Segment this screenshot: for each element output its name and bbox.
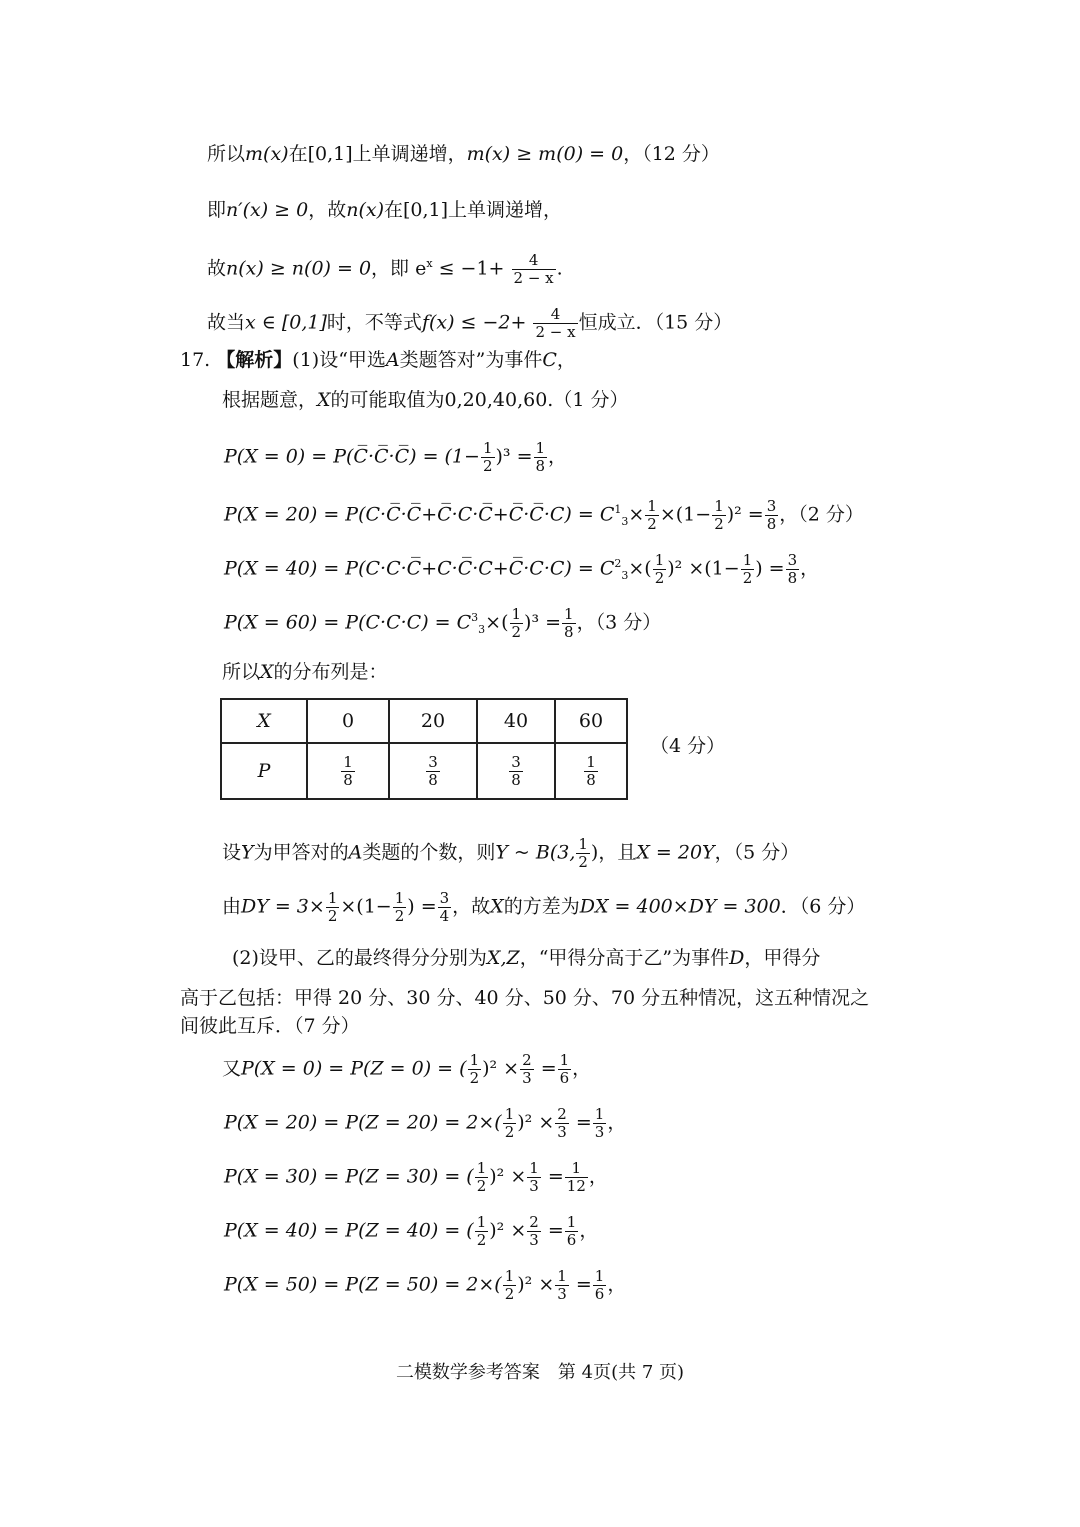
table-cell: $\frac{3}{8}$ — [389, 743, 477, 799]
prob-z40: P(X = 40) = P(Z = 40) = ( $\frac{1}{2}$ )² × $\frac{2}{3}$ = $\frac{1}{6}$ ， — [224, 1213, 599, 1249]
line-n-nonnegative: 故n(x) ≥ n(0) = 0，即 $e^x \le -1+$ $\frac{4}{2 - x}$ . — [207, 250, 563, 287]
table-cell: P — [221, 743, 307, 799]
q17-possible-values: 根据题意，X的可能取值为0,20,40,60.（1 分） — [222, 389, 629, 411]
prob-z50: P(X = 50) = P(Z = 50) = 2×( $\frac{1}{2}$ )² × $\frac{1}{3}$ = $\frac{1}{6}$ ， — [224, 1267, 627, 1303]
table-cell: $\frac{1}{8}$ — [555, 743, 627, 799]
q17-header: 17. 【解析】(1)设“甲选A类题答对”为事件C， — [180, 349, 576, 371]
table-cell: 60 — [555, 699, 627, 743]
fraction: $\frac{4}{2 - x}$ — [535, 305, 576, 341]
binomial-line: 设Y为甲答对的A类题的个数，则Y ~ B(3, $\frac{1}{2}$ )，且X = 20Y，（5 分） — [222, 835, 800, 871]
part2-line2: 高于乙包括：甲得 20 分、30 分、40 分、50 分、70 分五种情况，这五种情况之 — [180, 987, 870, 1009]
table-cell: 0 — [307, 699, 389, 743]
distribution-table — [220, 698, 628, 800]
prob-x0: P(X = 0) = P(C̅·C̅·C̅) = (1− $\frac{1}{2}$ )³ = $\frac{1}{8}$ ， — [224, 439, 568, 475]
table-cell: 40 — [477, 699, 555, 743]
prob-z30: P(X = 30) = P(Z = 30) = ( $\frac{1}{2}$ )² × $\frac{1}{3}$ = $\frac{1}{12}$ ， — [224, 1159, 608, 1195]
variance-line: 由DY = 3× $\frac{1}{2}$ ×(1− $\frac{1}{2}$ ) = $\frac{3}{4}$ ，故X的方差为DX = 400×DY = 300．（6 分） — [222, 889, 866, 925]
line-m-increasing: 所以m(x)在[0,1]上单调递增，m(x) ≥ m(0) = 0，（12 分） — [207, 143, 720, 165]
prob-x40: P(X = 40) = P(C·C·C̅+C·C̅·C+C̅·C·C) = $C^2_3\times$( $\frac{1}{2}$ )² ×(1− $\frac{1}{2}$ ) = $\frac{3}{8}$ ， — [224, 550, 820, 587]
table-cell: X — [221, 699, 307, 743]
page-footer: 二模数学参考答案 第 4页(共 7 页) — [395, 1362, 685, 1383]
part2-line1: (2)设甲、乙的最终得分分别为X,Z，“甲得分高于乙”为事件D，甲得分 — [232, 947, 821, 969]
part2-line3: 间彼此互斥．（7 分） — [180, 1015, 360, 1037]
table-cell: $\frac{1}{8}$ — [307, 743, 389, 799]
fraction: $\frac{4}{2 - x}$ — [513, 250, 554, 287]
line-inequality-holds: 故当x ∈ [0,1]时，不等式f(x) ≤ −2+ $\frac{4}{2 - x}$ 恒成立．（15 分） — [207, 305, 733, 341]
distribution-intro: 所以X的分布列是： — [222, 661, 388, 683]
prob-x60: $P(X = 60) = P(C\cdot C\cdot C) = C^3_3\times$( $\frac{1}{2}$ )³ = $\frac{1}{8}$ ，（3 分） — [224, 604, 662, 641]
prob-z20: P(X = 20) = P(Z = 20) = 2×( $\frac{1}{2}$ )² × $\frac{2}{3}$ = $\frac{1}{3}$ ， — [224, 1105, 627, 1141]
table-cell: 20 — [389, 699, 477, 743]
table-row — [221, 743, 627, 799]
table-cell: $\frac{3}{8}$ — [477, 743, 555, 799]
prob-z0: 又P(X = 0) = P(Z = 0) = ( $\frac{1}{2}$ )² × $\frac{2}{3}$ = $\frac{1}{6}$ ， — [222, 1051, 592, 1087]
line-n-derivative: 即n′(x) ≥ 0，故n(x)在[0,1]上单调递增， — [207, 199, 563, 221]
prob-x20: P(X = 20) = P(C·C̅·C̅+C̅·C·C̅+C̅·C̅·C) = $C^1_3\times$ $\frac{1}{2}$ ×(1− $\frac{1}{2}$ )² = $\frac{3}{8}$ ，（2 分） — [224, 496, 864, 533]
table-score: （4 分） — [650, 735, 726, 757]
table-row — [221, 699, 627, 743]
